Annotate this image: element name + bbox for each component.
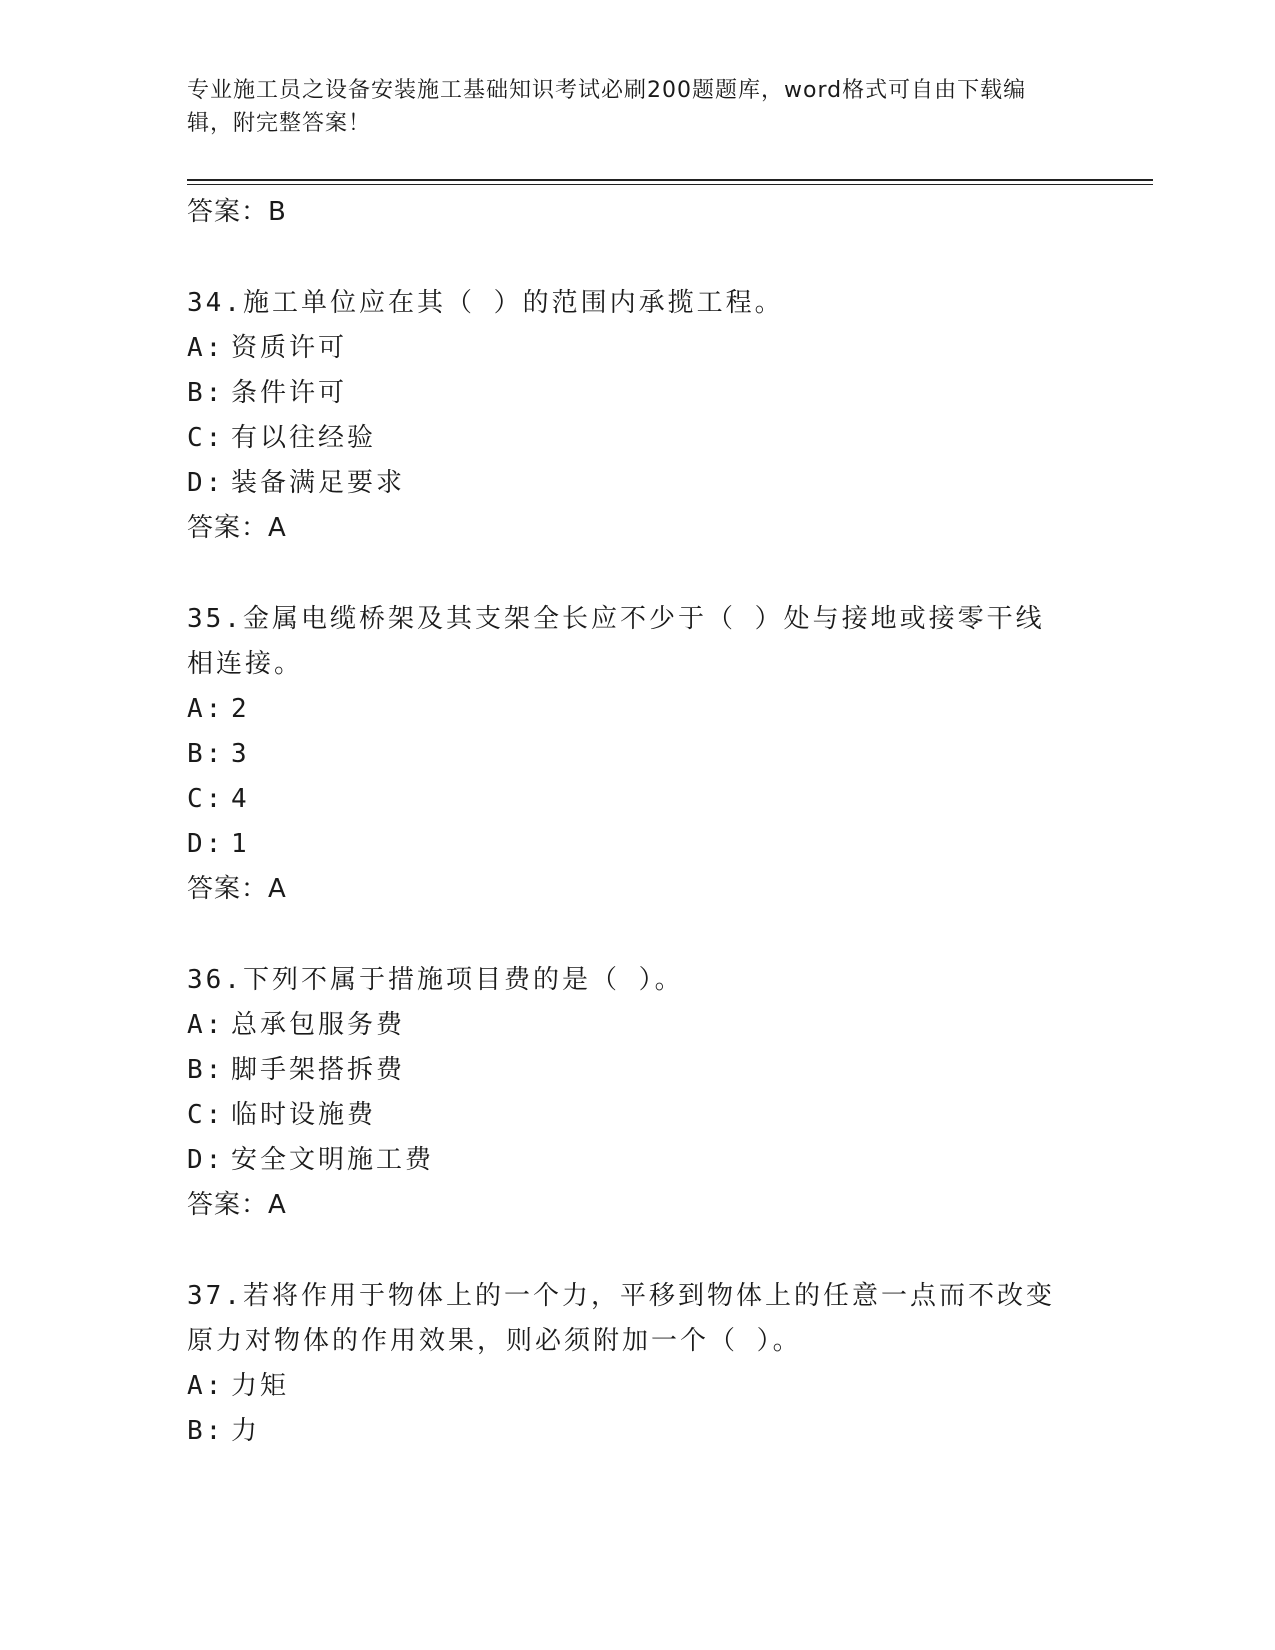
option-text: 资质许可 [231,333,348,363]
option-text: 3 [231,739,250,769]
option-text: 力 [231,1416,261,1446]
option-letter: B: [187,1055,225,1085]
question-text: 36.下列不属于措施项目费的是（ ）。 [187,965,684,995]
option-a [187,326,1087,371]
option-text: 1 [231,829,250,859]
option-d [187,461,1087,506]
option-letter: B: [187,378,225,408]
option-letter: D: [187,468,225,498]
option-letter: B: [187,1416,225,1446]
option-letter: B: [187,739,225,769]
option-text: 2 [231,694,250,724]
option-letter: D: [187,829,225,859]
option-b [187,1048,1087,1093]
option-letter: C: [187,784,225,814]
option-text: 临时设施费 [231,1100,377,1130]
option-text: 力矩 [231,1371,290,1401]
question-block [187,597,1087,912]
option-a [187,1364,1087,1409]
option-text: 条件许可 [231,378,348,408]
answer-label: 答案：A [187,1190,287,1220]
document-header: 专业施工员之设备安装施工基础知识考试必刷200题题库，word格式可自由下载编辑，附完整答案！ [187,78,1027,136]
answer-label: 答案：B [187,197,287,227]
option-c [187,777,1087,822]
answer-label: 答案：A [187,513,287,543]
option-b [187,371,1087,416]
option-letter: C: [187,423,225,453]
question-block [187,1274,1087,1454]
option-b [187,732,1087,777]
question-block [187,281,1087,551]
question-text: 35.金属电缆桥架及其支架全长应不少于（ ）处与接地或接零干线相连接。 [187,604,1045,679]
option-d [187,822,1087,867]
option-a [187,687,1087,732]
answer-label: 答案：A [187,874,287,904]
option-letter: C: [187,1100,225,1130]
option-text: 脚手架搭拆费 [231,1055,406,1085]
question-list [187,190,1087,1454]
option-b [187,1409,1087,1454]
header-divider [187,179,1153,181]
question-text: 37.若将作用于物体上的一个力，平移到物体上的任意一点而不改变原力对物体的作用效果，则必须附加一个（ ）。 [187,1281,1055,1356]
option-text: 总承包服务费 [231,1010,406,1040]
option-letter: A: [187,1010,225,1040]
option-text: 装备满足要求 [231,468,406,498]
option-text: 4 [231,784,250,814]
option-letter: D: [187,1145,225,1175]
option-d [187,1138,1087,1183]
option-letter: A: [187,1371,225,1401]
header-divider-thin [187,184,1153,185]
option-letter: A: [187,694,225,724]
option-a [187,1003,1087,1048]
option-text: 安全文明施工费 [231,1145,435,1175]
option-c [187,1093,1087,1138]
question-block [187,958,1087,1228]
option-c [187,416,1087,461]
option-text: 有以往经验 [231,423,377,453]
question-text: 34.施工单位应在其（ ）的范围内承揽工程。 [187,288,784,318]
option-letter: A: [187,333,225,363]
